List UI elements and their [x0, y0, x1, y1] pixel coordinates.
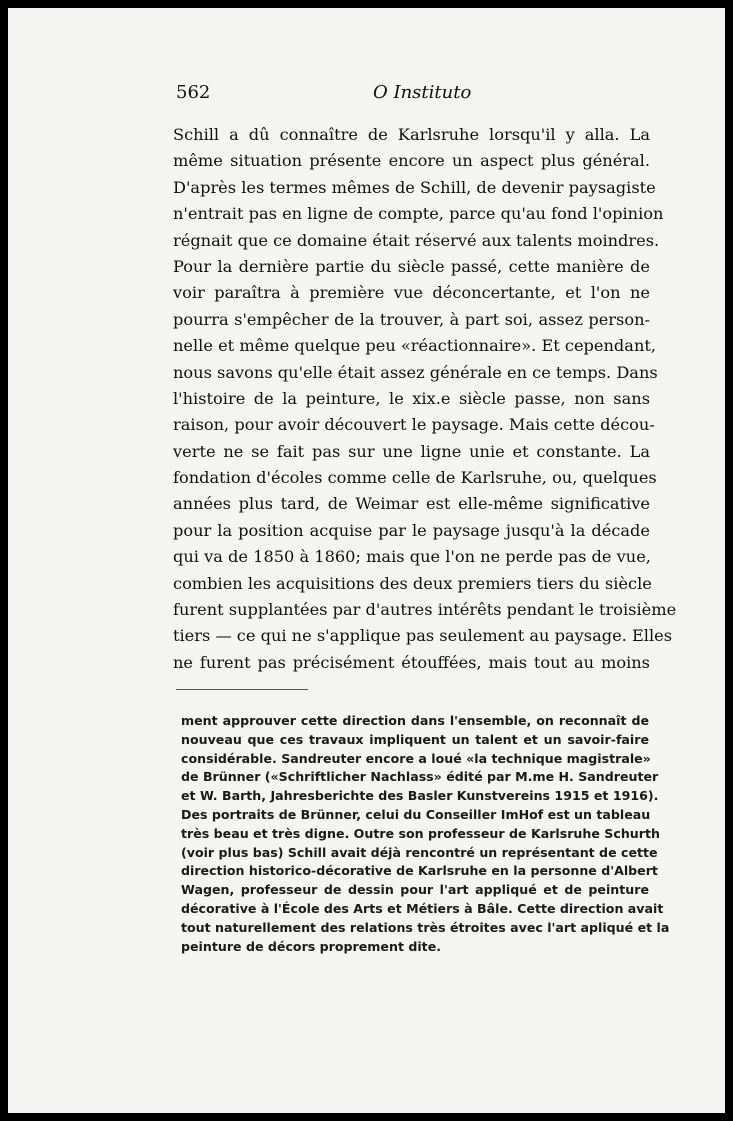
body-line: Pour la dernière partie du siècle passé, cette manière de	[173, 256, 650, 276]
footnote-line: ment approuver cette direction dans l'ensemble, on reconnaît de	[181, 713, 649, 728]
body-line: furent supplantées par d'autres intérêts pendant le troisième	[173, 600, 677, 620]
body-line: années plus tard, de Weimar est elle-même significative	[173, 494, 650, 514]
body-line: verte ne se fait pas sur une ligne unie et constante. La	[173, 441, 650, 461]
body-line: même situation présente encore un aspect plus général.	[173, 151, 650, 171]
body-line: ne furent pas précisément étouffées, mais tout au moins	[173, 652, 650, 672]
footnote-line: nouveau que ces travaux impliquent un talent et un savoir-faire	[181, 731, 649, 747]
body-line: qui va de 1850 à 1860; mais que l'on ne perde pas de vue,	[173, 547, 651, 567]
book-page	[8, 8, 725, 1113]
body-line: pour la position acquise par le paysage jusqu'à la décade	[173, 520, 650, 540]
body-line: D'après les termes mêmes de Schill, de devenir paysagiste	[173, 177, 656, 197]
body-line: n'entrait pas en ligne de compte, parce qu'au fond l'opinion	[173, 204, 664, 224]
footnote-line: très beau et très digne. Outre son professeur de Karlsruhe Schurth	[181, 825, 660, 841]
footnote-line: considérable. Sandreuter encore a loué «la technique magistrale»	[181, 750, 651, 766]
footnote-line: Wagen, professeur de dessin pour l'art appliqué et de peinture	[181, 882, 649, 898]
body-line: nelle et même quelque peu «réactionnaire». Et cependant,	[173, 336, 657, 356]
footnote-separator	[176, 689, 308, 690]
body-line: l'histoire de la peinture, le xix.e siècle passe, non sans	[173, 388, 650, 408]
body-line: Schill a dû connaître de Karlsruhe lorsqu'il y alla. La	[173, 125, 650, 144]
footnote-line: tout naturellement des relations très étroites avec l'art apliqué et la	[181, 919, 670, 935]
body-line: tiers — ce qui ne s'applique pas seulement au paysage. Elles	[173, 626, 673, 646]
body-line: pourra s'empêcher de la trouver, à part soi, assez person-	[173, 309, 650, 329]
body-line: raison, pour avoir découvert le paysage. Mais cette décou-	[173, 415, 655, 435]
body-text	[173, 122, 677, 676]
body-line: voir paraîtra à première vue déconcertante, et l'on ne	[173, 283, 650, 303]
body-line: fondation d'écoles comme celle de Karlsruhe, ou, quelques	[173, 468, 657, 488]
body-line: régnait que ce domaine était réservé aux talents moindres.	[173, 230, 660, 250]
footnote-line: direction historico-décorative de Karlsruhe en la personne d'Albert	[181, 863, 658, 879]
page-header	[176, 82, 650, 110]
footnote-line: décorative à l'École des Arts et Métiers à Bâle. Cette direction avait	[181, 900, 664, 916]
footnote-line: (voir plus bas) Schill avait déjà rencontré un représentant de cette	[181, 844, 658, 860]
body-line: combien les acquisitions des deux premiers tiers du siècle	[173, 573, 652, 593]
page-number: 562	[176, 82, 211, 103]
footnote-line: de Brünner («Schriftlicher Nachlass» édité par M.me H. Sandreuter	[181, 769, 659, 785]
body-line: nous savons qu'elle était assez générale en ce temps. Dans	[173, 362, 658, 382]
running-title: O Instituto	[373, 82, 472, 103]
footnote-line: et W. Barth, Jahresberichte des Basler Kunstvereins 1915 et 1916).	[181, 788, 659, 804]
footnote	[181, 712, 670, 956]
footnote-line: peinture de décors proprement dite.	[181, 938, 442, 954]
footnote-line: Des portraits de Brünner, celui du Conseiller ImHof est un tableau	[181, 806, 651, 822]
